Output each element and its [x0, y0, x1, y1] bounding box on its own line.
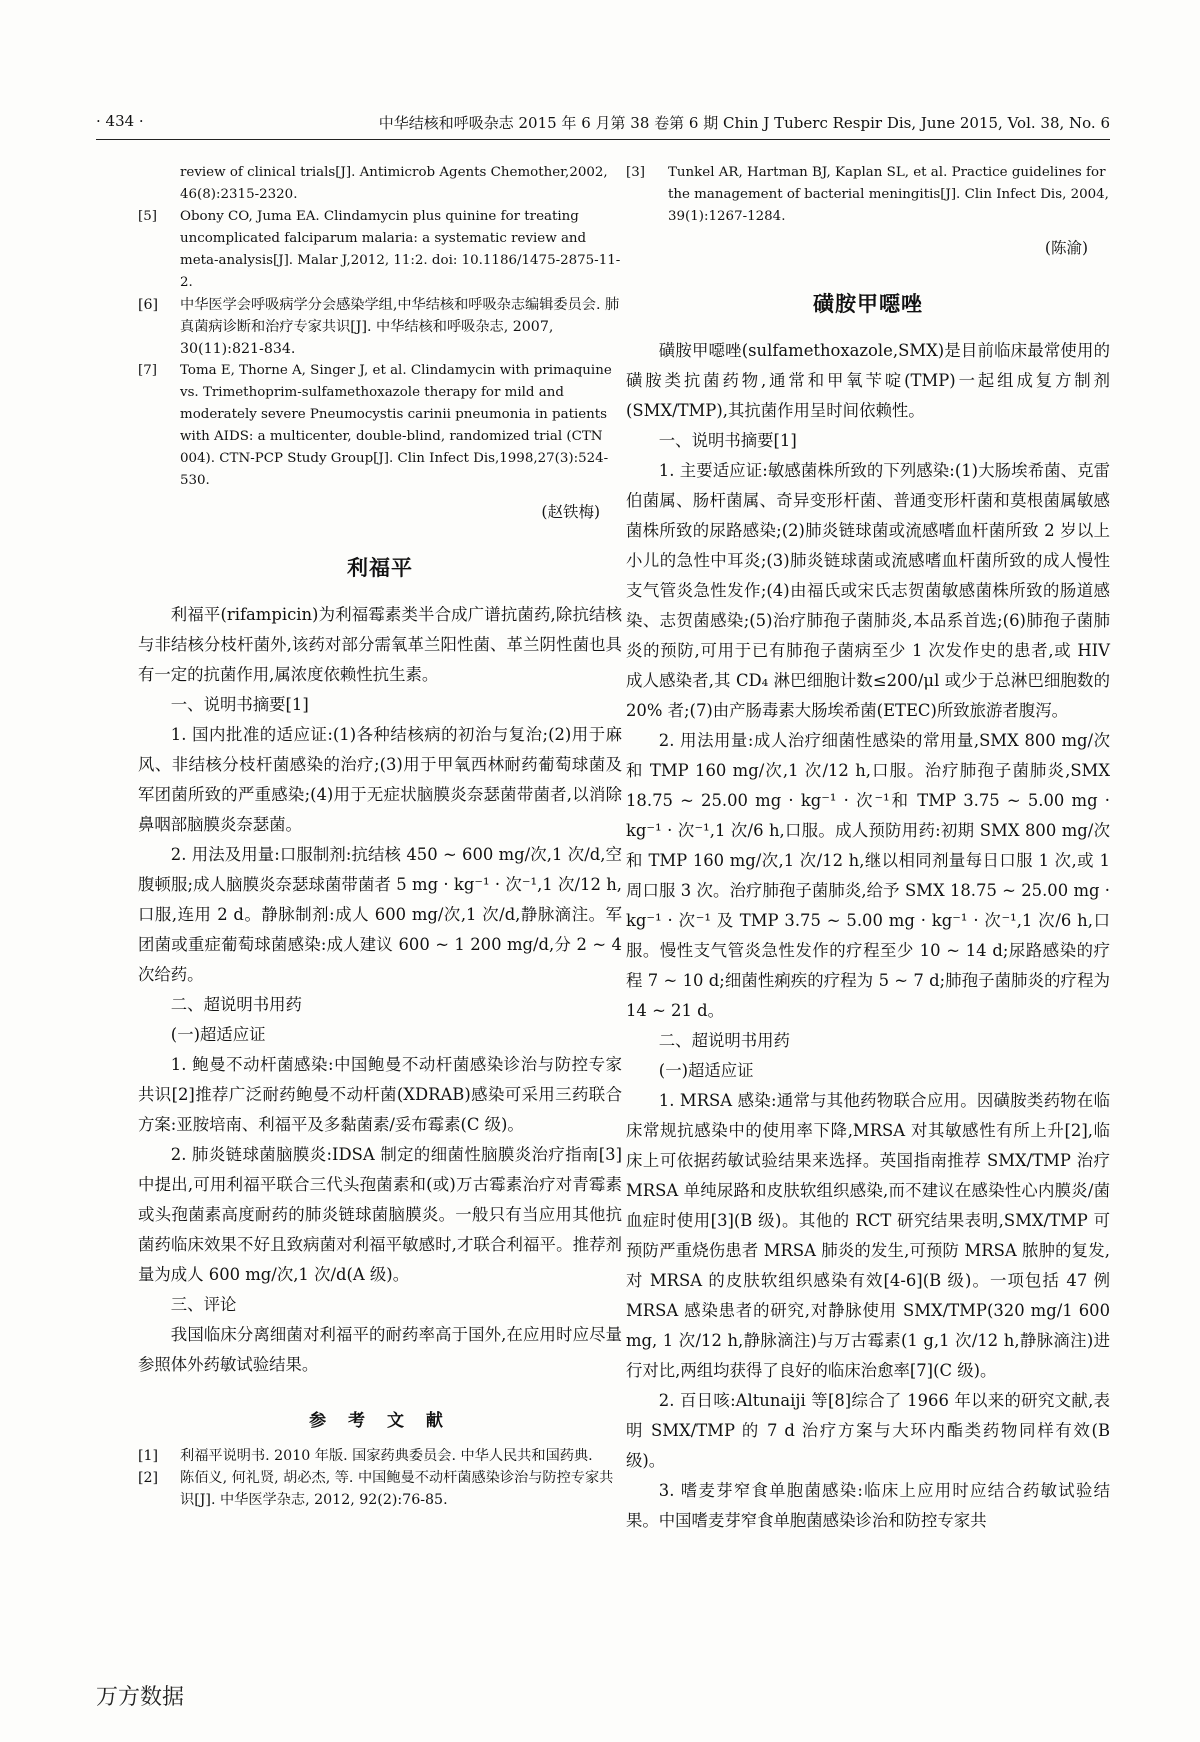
reference-text: Toma E, Thorne A, Singer J, et al. Clindamycin with primaquine vs. Trimethoprim-sulfamethoxazole therapy for mild and moderately severe Pneumocystis carinii pneumonia in patients with AIDS: a multicenter, double-blind, randomized trial (CTN 004). CTN-PCP Study Group[J]. Clin Infect Dis,1998,27(3):524-530. — [180, 363, 612, 488]
watermark: 万方数据 — [96, 1685, 185, 1710]
reference-text: 利福平说明书. 2010 年版. 国家药典委员会. 中华人民共和国药典. — [180, 1448, 593, 1464]
body-paragraph: 1. 鲍曼不动杆菌感染:中国鲍曼不动杆菌感染诊治与防控专家共识[2]推荐广泛耐药鲍曼不动杆菌(XDRAB)感染可采用三药联合方案:亚胺培南、利福平及多黏菌素/妥布霉素(C 级)。 — [138, 1055, 622, 1134]
running-header — [96, 112, 1110, 142]
body-paragraph: 2. 用法用量:成人治疗细菌性感染的常用量,SMX 800 mg/次和 TMP 160 mg/次,1 次/12 h,口服。治疗肺孢子菌肺炎,SMX 18.75 ~ 25.00 mg · kg⁻¹ · 次⁻¹和 TMP 3.75 ~ 5.00 mg · kg⁻¹ · 次⁻¹,1 次/6 h,口服。成人预防用药:初期 SMX 800 mg/次和 TMP 160 mg/次,1 次/12 h,继以相同剂量每日口服 1 次,或 1 周口服 3 次。治疗肺孢子菌肺炎,给予 SMX 18.75 ~ 25.00 mg · kg⁻¹ · 次⁻¹ 及 TMP 3.75 ~ 5.00 mg · kg⁻¹ · 次⁻¹,1 次/6 h,口服。慢性支气管炎急性发作的疗程至少 10 ~ 14 d;尿路感染的疗程 7 ~ 10 d;细菌性痢疾的疗程为 5 ~ 7 d;肺孢子菌肺炎的疗程为 14 ~ 21 d。 — [626, 731, 1110, 1020]
body-paragraph: 2. 用法及用量:口服制剂:抗结核 450 ~ 600 mg/次,1 次/d,空腹顿服;成人脑膜炎奈瑟球菌带菌者 5 mg · kg⁻¹ · 次⁻¹,1 次/12 h,口服,连用 2 d。静脉制剂:成人 600 mg/次,1 次/d,静脉滴注。军团菌或重症葡萄球菌感染:成人建议 600 ~ 1 200 mg/d,分 2 ~ 4 次给药。 — [138, 845, 622, 984]
subheading: (一)超适应证 — [658, 1061, 754, 1080]
body-paragraph: 1. MRSA 感染:通常与其他药物联合应用。因磺胺类药物在临床常规抗感染中的使用率下降,MRSA 对其敏感性有所上升[2],临床上可依据药敏试验结果来选择。英国指南推荐 SMX/TMP 治疗 MRSA 单纯尿路和皮肤软组织感染,而不建议在感染性心内膜炎/菌血症时使用[3](B 级)。其他的 RCT 研究结果表明,SMX/TMP 可预防严重烧伤患者 MRSA 肺炎的发生,可预防 MRSA 脓肿的复发,对 MRSA 的皮肤软组织感染有效[4-6](B 级)。一项包括 47 例 MRSA 感染患者的研究,对静脉使用 SMX/TMP(320 mg/1 600 mg, 1 次/12 h,静脉滴注)与万古霉素(1 g,1 次/12 h,静脉滴注)进行对比,两组均获得了良好的临床治愈率[7](C 级)。 — [626, 1091, 1110, 1380]
reference-number: [3] — [626, 165, 645, 180]
body-paragraph: 利福平(rifampicin)为利福霉素类半合成广谱抗菌药,除抗结核与非结核分枝杆菌外,该药对部分需氧革兰阳性菌、革兰阴性菌也具有一定的抗菌作用,属浓度依赖性抗生素。 — [138, 605, 622, 684]
section-title: 利福平 — [347, 556, 413, 580]
subheading: 二、超说明书用药 — [170, 995, 302, 1014]
reference-item — [626, 162, 1110, 228]
body-paragraph: 1. 主要适应证:敏感菌株所致的下列感染:(1)大肠埃希菌、克雷伯菌属、肠杆菌属、奇异变形杆菌、普通变形杆菌和莫根菌属敏感菌株所致的尿路感染;(2)肺炎链球菌或流感嗜血杆菌所致 2 岁以上小儿的急性中耳炎;(3)肺炎链球菌或流感嗜血杆菌所致的成人慢性支气管炎急性发作;(4)由福氏或宋氏志贺菌敏感菌株所致的肠道感染、志贺菌感染;(5)治疗肺孢子菌肺炎,本品系首选;(6)肺孢子菌肺炎的预防,可用于已有肺孢子菌病至少 1 次发作史的患者,或 HIV 成人感染者,其 CD₄ 淋巴细胞计数≤200/μl 或少于总淋巴细胞数的 20% 者;(7)由产肠毒素大肠埃希菌(ETEC)所致旅游者腹泻。 — [626, 461, 1110, 720]
body-paragraph: 3. 嗜麦芽窄食单胞菌感染:临床上应用时应结合药敏试验结果。中国嗜麦芽窄食单胞菌感染诊治和防控专家共 — [626, 1481, 1110, 1530]
subheading: (一)超适应证 — [170, 1025, 266, 1044]
subheading: 一、说明书摘要[1] — [170, 695, 309, 714]
reference-number: [5] — [138, 209, 157, 224]
subheading: 三、评论 — [170, 1295, 237, 1314]
section-title: 磺胺甲噁唑 — [813, 292, 923, 316]
reference-number: [2] — [138, 1470, 159, 1486]
reference-item — [138, 1467, 622, 1511]
reference-item — [138, 206, 622, 294]
references-heading: 参 考 文 献 — [309, 1411, 451, 1431]
reference-item — [138, 294, 622, 360]
body-paragraph: 磺胺甲噁唑(sulfamethoxazole,SMX)是目前临床最常使用的磺胺类抗菌药物,通常和甲氧苄啶(TMP)一起组成复方制剂(SMX/TMP),其抗菌作用呈时间依赖性。 — [626, 341, 1110, 420]
body-paragraph: 1. 国内批准的适应证:(1)各种结核病的初治与复治;(2)用于麻风、非结核分枝杆菌感染的治疗;(3)用于甲氧西林耐药葡萄球菌及军团菌所致的严重感染;(4)用于无症状脑膜炎奈瑟菌带菌者,以消除鼻咽部脑膜炎奈瑟菌。 — [138, 725, 622, 834]
reference-text: Obony CO, Juma EA. Clindamycin plus quinine for treating uncomplicated falciparum malaria: a systematic review and meta-analysis[J]. Malar J,2012, 11:2. doi: 10.1186/1475-2875-11-2. — [180, 209, 621, 290]
reference-continuation: review of clinical trials[J]. Antimicrob Agents Chemother,2002, — [180, 165, 608, 180]
section-author: (陈渝) — [1044, 239, 1088, 257]
header-rule — [96, 139, 1110, 140]
body-paragraph: 2. 肺炎链球菌脑膜炎:IDSA 制定的细菌性脑膜炎治疗指南[3]中提出,可用利福平联合三代头孢菌素和(或)万古霉素治疗对青霉素或头孢菌素高度耐药的肺炎链球菌脑膜炎。一般只有当应用其他抗菌药临床效果不好且致病菌对利福平敏感时,才联合利福平。推荐剂量为成人 600 mg/次,1 次/d(A 级)。 — [138, 1145, 622, 1284]
reference-number: [6] — [138, 297, 159, 313]
reference-text: Tunkel AR, Hartman BJ, Kaplan SL, et al. Practice guidelines for the management of bacterial meningitis[J]. Clin Infect Dis, 2004, 39(1):1267-1284. — [668, 165, 1109, 224]
reference-number: [1] — [138, 1448, 159, 1464]
reference-text: 陈佰义, 何礼贤, 胡必杰, 等. 中国鲍曼不动杆菌感染诊治与防控专家共识[J]. 中华医学杂志, 2012, 92(2):76-85. — [180, 1470, 614, 1508]
reference-item — [138, 360, 622, 492]
left-column — [138, 162, 622, 1511]
reference-text: 中华医学会呼吸病学分会感染学组,中华结核和呼吸杂志编辑委员会. 肺真菌病诊断和治疗专家共识[J]. 中华结核和呼吸杂志, 2007, 30(11):821-834. — [180, 297, 620, 357]
page-number: · 434 · — [96, 112, 144, 130]
body-paragraph: 我国临床分离细菌对利福平的耐药率高于国外,在应用时应尽量参照体外药敏试验结果。 — [138, 1325, 622, 1374]
subheading: 一、说明书摘要[1] — [658, 431, 797, 450]
body-paragraph: 2. 百日咳:Altunaiji 等[8]综合了 1966 年以来的研究文献,表明 SMX/TMP 的 7 d 治疗方案与大环内酯类药物同样有效(B 级)。 — [626, 1391, 1110, 1470]
reference-continuation: 46(8):2315-2320. — [180, 187, 298, 202]
reference-number: [7] — [138, 363, 157, 378]
journal-citation: 中华结核和呼吸杂志 2015 年 6 月第 38 卷第 6 期 Chin J Tuberc Respir Dis, June 2015, Vol. 38, No. 6 — [378, 114, 1110, 132]
section-author: (赵铁梅) — [541, 503, 600, 521]
right-column — [626, 162, 1110, 1536]
reference-item — [138, 1445, 622, 1467]
subheading: 二、超说明书用药 — [658, 1031, 790, 1050]
